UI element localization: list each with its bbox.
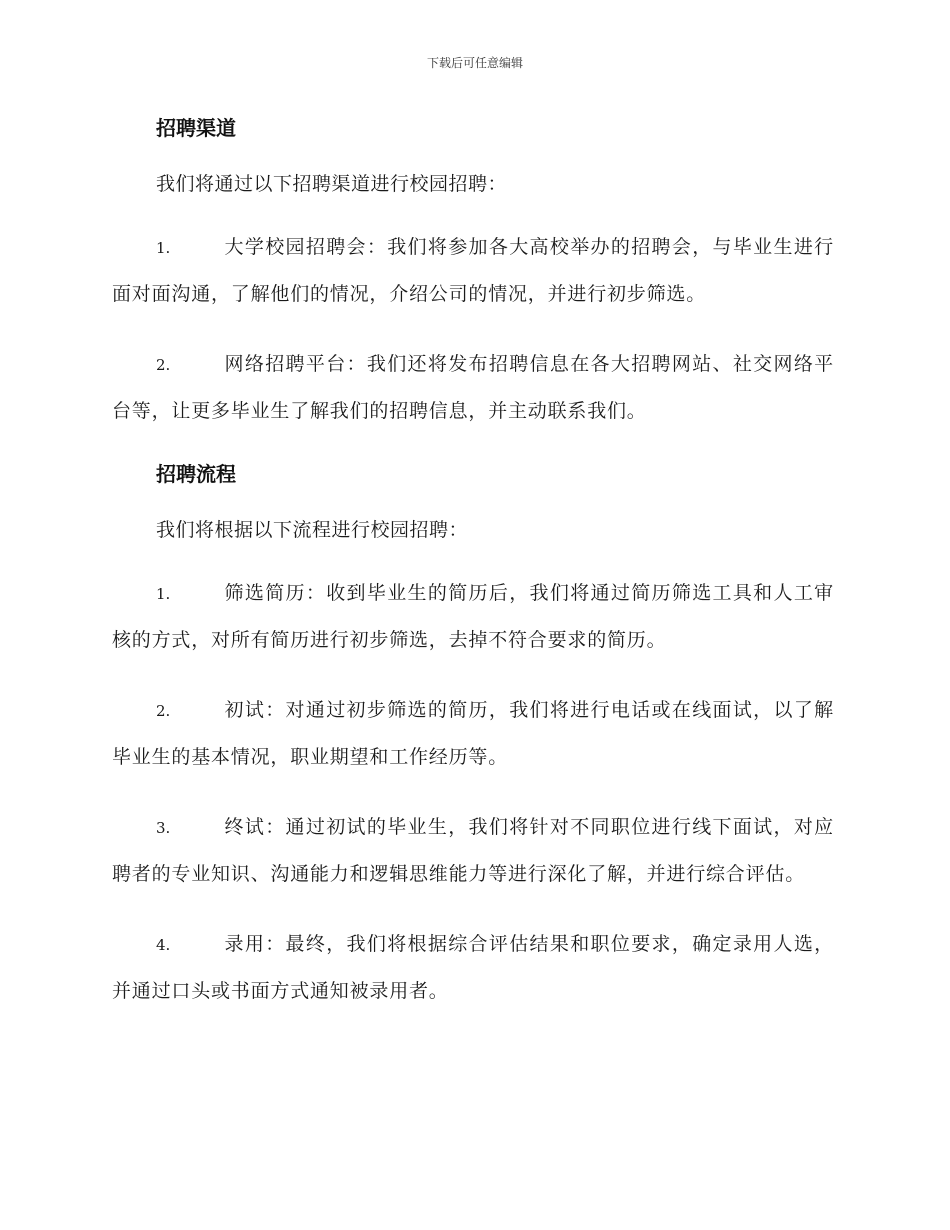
list-item-number: 2. <box>156 356 171 374</box>
list-item <box>112 341 834 434</box>
section-heading: 招聘渠道 <box>156 116 236 140</box>
list-item <box>112 224 834 317</box>
header-note: 下载后可任意编辑 <box>426 56 523 70</box>
document-body <box>112 112 834 1038</box>
list-item <box>112 570 834 663</box>
list-item-text: 筛选简历：收到毕业生的简历后，我们将通过简历筛选工具和人工审核的方式，对所有简历进行初步筛选，去掉不符合要求的简历。 <box>112 582 834 651</box>
list-item-text: 大学校园招聘会：我们将参加各大高校举办的招聘会，与毕业生进行面对面沟通，了解他们的情况，介绍公司的情况，并进行初步筛选。 <box>112 236 834 305</box>
list-item <box>112 921 834 1014</box>
section-intro: 我们将根据以下流程进行校园招聘： <box>156 519 469 541</box>
section-recruitment-channels <box>112 112 834 434</box>
list-item <box>112 687 834 780</box>
section-recruitment-process <box>112 458 834 1014</box>
list-item-number: 2. <box>156 702 171 720</box>
list-item-text: 初试：对通过初步筛选的简历，我们将进行电话或在线面试，以了解毕业生的基本情况，职业期望和工作经历等。 <box>112 699 834 768</box>
list-item-number: 1. <box>156 585 171 603</box>
section-heading: 招聘流程 <box>156 462 236 486</box>
list-item-text: 录用：最终，我们将根据综合评估结果和职位要求，确定录用人选，并通过口头或书面方式通知被录用者。 <box>112 933 834 1002</box>
section-intro: 我们将通过以下招聘渠道进行校园招聘： <box>156 173 508 195</box>
list-item-text: 网络招聘平台：我们还将发布招聘信息在各大招聘网站、社交网络平台等，让更多毕业生了解我们的招聘信息，并主动联系我们。 <box>112 353 834 422</box>
list-item-text: 终试：通过初试的毕业生，我们将针对不同职位进行线下面试，对应聘者的专业知识、沟通能力和逻辑思维能力等进行深化了解，并进行综合评估。 <box>112 816 834 885</box>
list-item <box>112 804 834 897</box>
list-item-number: 4. <box>156 936 171 954</box>
list-item-number: 3. <box>156 819 171 837</box>
list-item-number: 1. <box>156 239 171 257</box>
